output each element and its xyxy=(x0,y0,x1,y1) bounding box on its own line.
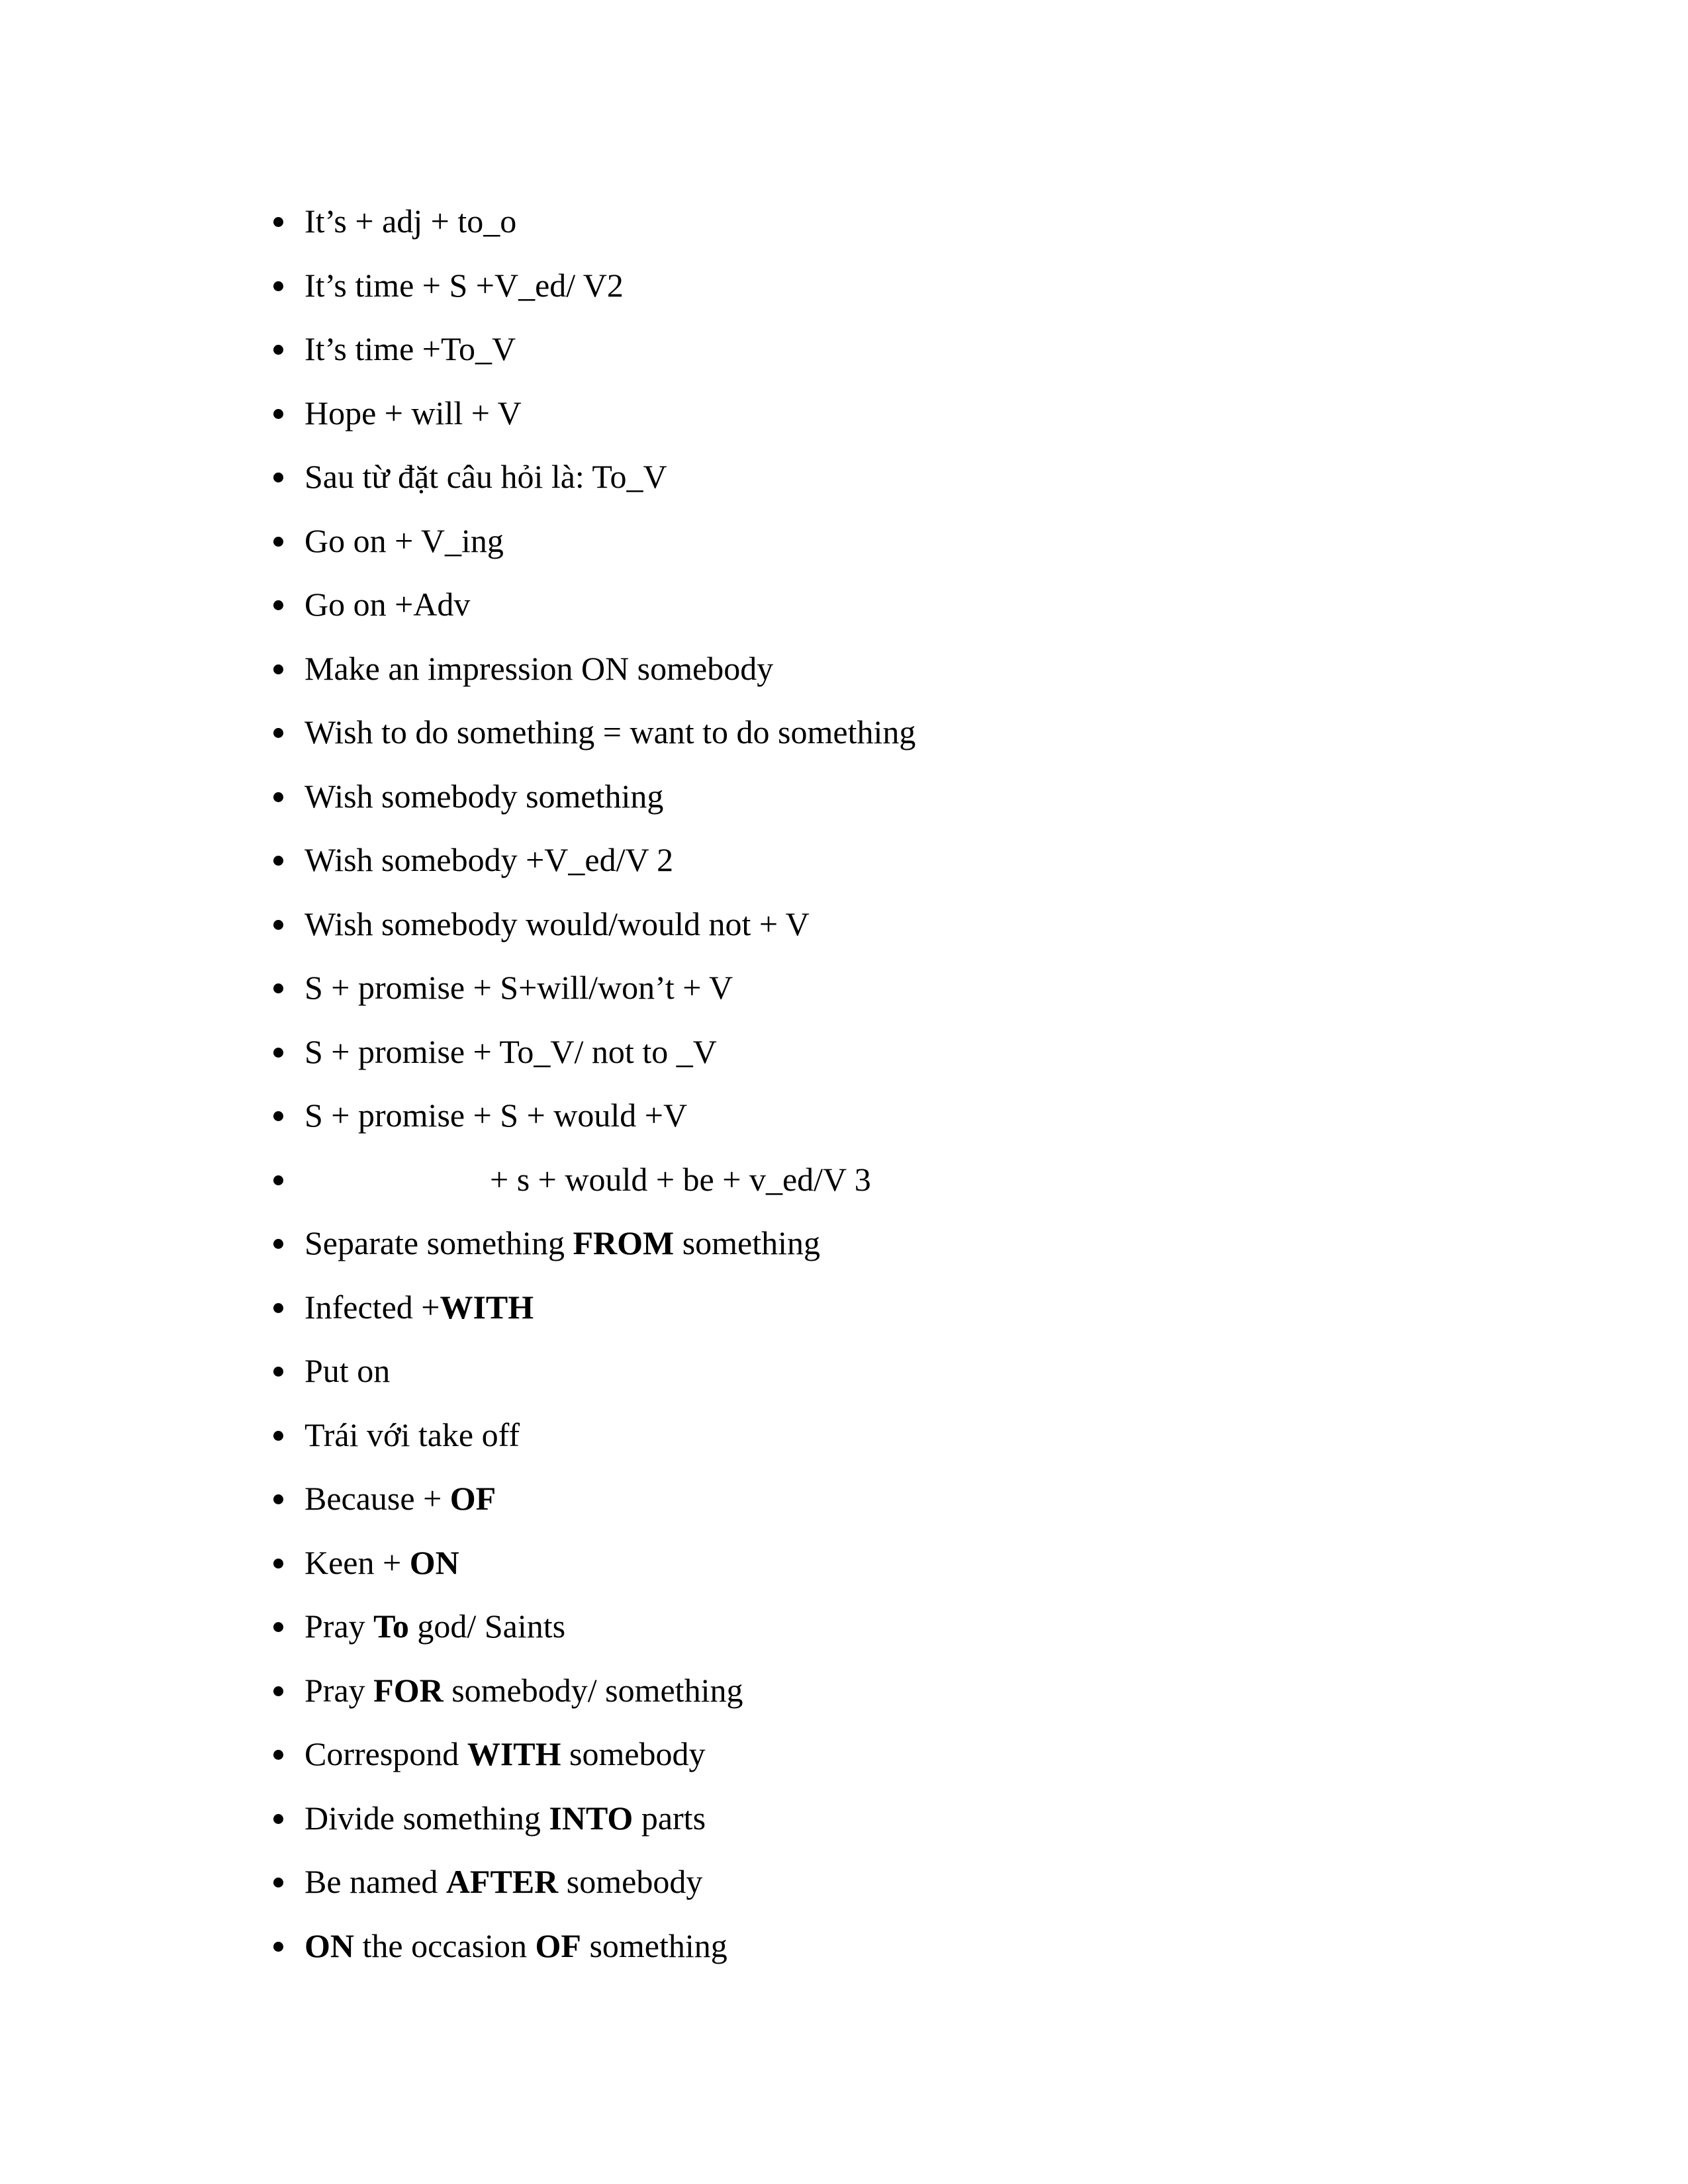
item-text: parts xyxy=(633,1799,706,1837)
bold-keyword: FOR xyxy=(373,1671,444,1709)
item-text: Separate something xyxy=(305,1224,573,1261)
bold-keyword: To xyxy=(373,1608,409,1645)
bullet-icon xyxy=(273,856,283,866)
bullet-icon xyxy=(273,1175,283,1185)
bullet-icon xyxy=(273,1814,283,1824)
item-text: Be named xyxy=(305,1863,446,1900)
bullet-icon xyxy=(273,600,283,610)
item-text: S + promise + To_V/ not to _V xyxy=(305,1032,717,1070)
list-item xyxy=(268,197,1526,261)
bullet-icon xyxy=(273,728,283,738)
bold-keyword: WITH xyxy=(467,1735,561,1772)
item-text: somebody/ something xyxy=(443,1671,743,1709)
bullet-icon xyxy=(273,983,283,993)
list-item xyxy=(268,836,1526,900)
bullet-list xyxy=(268,197,1526,1985)
list-item xyxy=(268,261,1526,326)
bullet-icon xyxy=(273,1878,283,1888)
bullet-icon xyxy=(273,920,283,930)
bullet-icon xyxy=(273,664,283,674)
item-text: S + promise + S+will/won’t + V xyxy=(305,969,733,1006)
item-text: Trái với take off xyxy=(305,1416,520,1453)
list-item xyxy=(268,517,1526,581)
bold-keyword: AFTER xyxy=(445,1863,559,1900)
bullet-icon xyxy=(273,1686,283,1696)
list-item xyxy=(268,1539,1526,1603)
item-text: Wish somebody +V_ed/V 2 xyxy=(305,841,674,878)
list-item xyxy=(268,1091,1526,1156)
bullet-icon xyxy=(273,217,283,227)
item-text: It’s time +To_V xyxy=(305,330,516,367)
bullet-icon xyxy=(273,1559,283,1569)
list-item xyxy=(268,964,1526,1028)
item-text: god/ Saints xyxy=(408,1608,566,1645)
bullet-icon xyxy=(273,792,283,802)
bullet-icon xyxy=(273,409,283,419)
bullet-icon xyxy=(273,1111,283,1121)
item-text: + s + would + be + v_ed/V 3 xyxy=(490,1160,871,1198)
item-text: the occasion xyxy=(354,1927,536,1964)
bullet-icon xyxy=(273,1622,283,1632)
bold-keyword: OF xyxy=(535,1927,581,1964)
item-text: Because + xyxy=(305,1480,450,1517)
bullet-icon xyxy=(273,1367,283,1377)
list-item xyxy=(268,1347,1526,1411)
item-text: something xyxy=(674,1224,821,1261)
item-text: Wish somebody would/would not + V xyxy=(305,905,810,942)
list-item xyxy=(268,1602,1526,1666)
list-item xyxy=(268,1666,1526,1731)
item-text: S + promise + S + would +V xyxy=(305,1097,688,1134)
list-item xyxy=(268,645,1526,709)
bold-keyword: OF xyxy=(449,1480,496,1517)
bold-keyword: INTO xyxy=(549,1799,633,1837)
item-text: Wish somebody something xyxy=(305,777,664,815)
list-item xyxy=(268,1156,1526,1220)
list-item xyxy=(268,772,1526,837)
item-text: somebody xyxy=(561,1735,706,1772)
list-item xyxy=(268,900,1526,964)
item-text: Correspond xyxy=(305,1735,467,1772)
list-item xyxy=(268,1283,1526,1347)
list-item xyxy=(268,1730,1526,1794)
list-item xyxy=(268,1794,1526,1858)
list-item xyxy=(268,389,1526,453)
item-text: Pray xyxy=(305,1608,374,1645)
item-text: Infected + xyxy=(305,1288,440,1326)
bullet-icon xyxy=(273,1048,283,1058)
bullet-icon xyxy=(273,473,283,482)
list-item xyxy=(268,1475,1526,1539)
item-text: Sau từ đặt câu hỏi là: To_V xyxy=(305,458,667,495)
list-item xyxy=(268,580,1526,645)
item-text: It’s + adj + to_o xyxy=(305,203,517,240)
list-item xyxy=(268,453,1526,517)
item-text: Wish to do something = want to do something xyxy=(305,713,916,751)
bullet-icon xyxy=(273,537,283,547)
item-text: Make an impression ON somebody xyxy=(305,649,774,687)
item-text: Go on +Adv xyxy=(305,586,471,623)
bullet-icon xyxy=(273,281,283,291)
list-item xyxy=(268,1219,1526,1283)
item-text: something xyxy=(581,1927,727,1964)
bullet-icon xyxy=(273,1239,283,1249)
bullet-icon xyxy=(273,1942,283,1952)
bullet-icon xyxy=(273,1494,283,1504)
bullet-icon xyxy=(273,345,283,355)
list-item xyxy=(268,1922,1526,1986)
item-text: Divide something xyxy=(305,1799,549,1837)
bold-keyword: ON xyxy=(305,1927,354,1964)
bold-keyword: WITH xyxy=(440,1288,534,1326)
bold-keyword: FROM xyxy=(573,1224,675,1261)
item-text: Go on + V_ing xyxy=(305,522,504,559)
bullet-icon xyxy=(273,1431,283,1441)
item-text: Pray xyxy=(305,1671,374,1709)
list-item xyxy=(268,325,1526,389)
list-item xyxy=(268,1411,1526,1475)
item-text: Keen + xyxy=(305,1543,410,1581)
item-text: It’s time + S +V_ed/ V2 xyxy=(305,266,624,304)
list-item xyxy=(268,708,1526,772)
item-text: somebody xyxy=(558,1863,703,1900)
bullet-icon xyxy=(273,1750,283,1760)
item-text: Hope + will + V xyxy=(305,394,522,432)
bullet-icon xyxy=(273,1303,283,1313)
item-text: Put on xyxy=(305,1352,391,1389)
bold-keyword: ON xyxy=(409,1543,459,1581)
list-item xyxy=(268,1028,1526,1092)
list-item xyxy=(268,1858,1526,1922)
